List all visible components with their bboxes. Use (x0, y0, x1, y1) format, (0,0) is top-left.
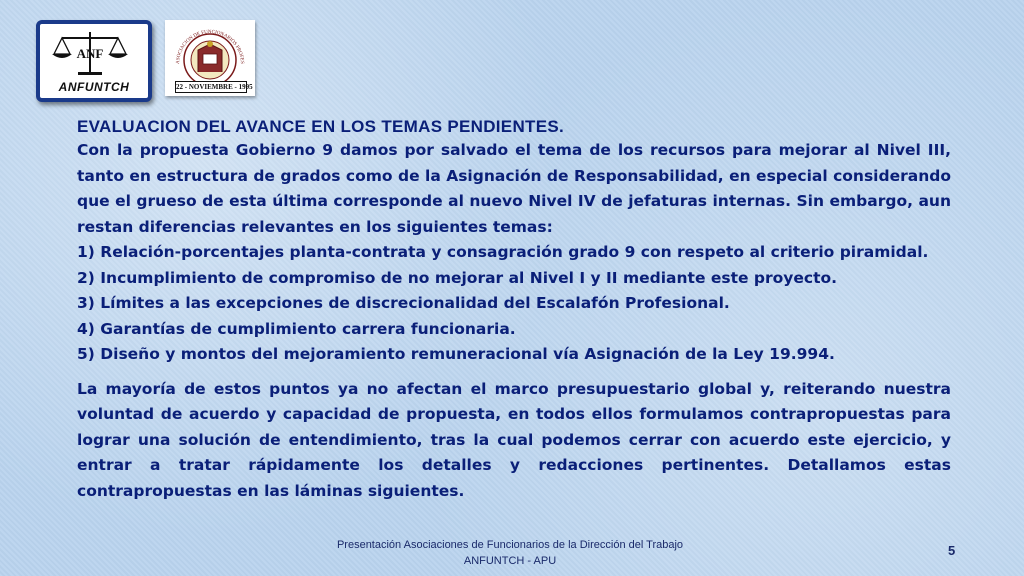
slide-content (77, 116, 951, 504)
slide-heading: EVALUACION DEL AVANCE EN LOS TEMAS PENDIENTES. (77, 117, 565, 136)
list-item: 5) Diseño y montos del mejoramiento remuneracional vía Asignación de la Ley 19.994. (77, 345, 835, 363)
page-number: 5 (948, 543, 956, 558)
logo-monogram: ANF (76, 46, 104, 61)
seal-ring-text: ASOCIACION DE FUNCIONARIOS PROFES (175, 29, 245, 65)
footer-line-2: ANFUNTCH - APU (463, 555, 557, 567)
association-seal-logo (165, 20, 255, 96)
footer-line-1: Presentación Asociaciones de Funcionarios de la Dirección del Trabajo (336, 539, 684, 551)
intro-paragraph: Con la propuesta Gobierno 9 damos por salvado el tema de los recursos para mejorar al Nivel III, tanto en estructura de grados como de la Asignación de Responsabilidad, en especial considerando que el grueso de esta última corresponde al nuevo Nivel IV de jefaturas internas. Sin embargo, aun restan diferencias relevantes en los siguientes temas: (77, 141, 951, 236)
seal-date: 22 - NOVIEMBRE - 1995 (176, 83, 253, 91)
closing-paragraph: La mayoría de estos puntos ya no afectan el marco presupuestario global y, reiterando nuestra voluntad de acuerdo y capacidad de propuesta, en todos ellos formulamos contrapropuestas para lograr una solución de entendimiento, tras la cual podemos cerrar con acuerdo este ejercicio, y entrar a tratar rápidamente los detalles y redacciones pertinentes. Detallamos estas contrapropuestas en las láminas siguientes. (77, 379, 951, 500)
seal-emblem-icon (165, 20, 255, 86)
list-item: 2) Incumplimiento de compromiso de no mejorar al Nivel I y II mediante este proyecto. (77, 268, 838, 287)
list-item: 1) Relación-porcentajes planta-contrata y consagración grado 9 con respeto al criterio piramidal. (77, 243, 929, 261)
pending-topics-list (77, 240, 951, 368)
anfuntch-logo (36, 20, 152, 102)
logo-label: ANFUNTCH (58, 80, 130, 94)
list-item: 4) Garantías de cumplimiento carrera funcionaria. (77, 319, 516, 338)
list-item: 3) Límites a las excepciones de discrecionalidad del Escalafón Profesional. (77, 294, 730, 312)
footer (310, 537, 710, 569)
